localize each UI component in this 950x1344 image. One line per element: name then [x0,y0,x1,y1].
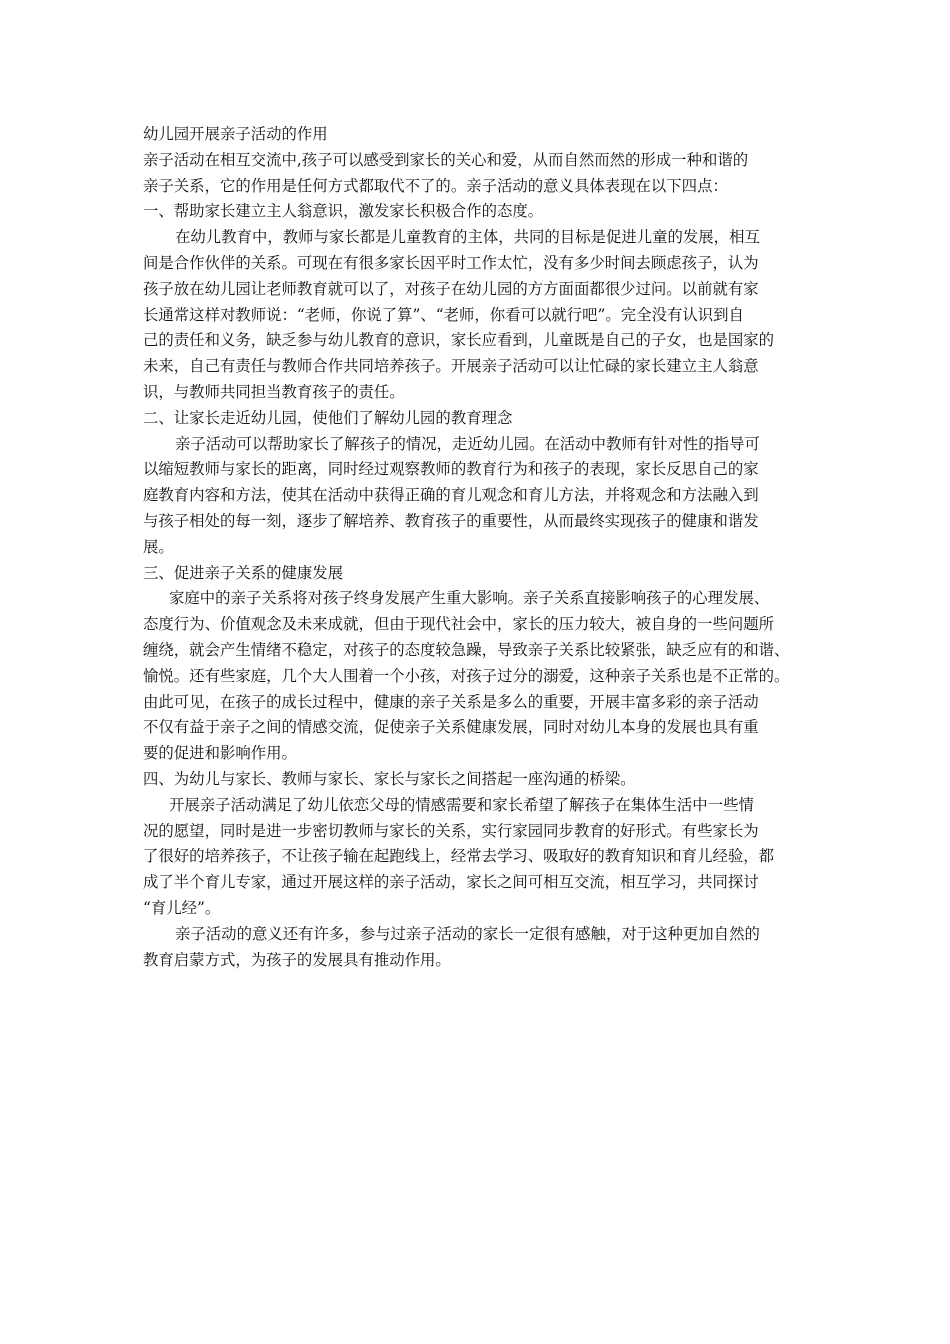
paragraph-line: 成了半个育儿专家，通过开展这样的亲子活动，家长之间可相互交流，相互学习，共同探讨 [143,873,759,892]
paragraph-line: 与孩子相处的每一刻，逐步了解培养、教育孩子的重要性，从而最终实现孩子的健康和谐发 [143,511,759,530]
paragraph-line: 家庭中的亲子关系将对孩子终身发展产生重大影响。亲子关系直接影响孩子的心理发展、 [169,589,770,608]
intro-line: 亲子活动在相互交流中,孩子可以感受到家长的关心和爱，从而自然而然的形成一种和谐的 [143,150,749,169]
paragraph-line: 庭教育内容和方法，使其在活动中获得正确的育儿观念和育儿方法，并将观念和方法融入到 [143,486,759,505]
paragraph-line: 在幼儿教育中，教师与家长都是儿童教育的主体，共同的目标是促进儿童的发展，相互 [175,228,760,247]
section-heading: 二、让家长走近幼儿园，使他们了解幼儿园的教育理念 [143,408,513,427]
paragraph-line: 孩子放在幼儿园让老师教育就可以了，对孩子在幼儿园的方方面面都很少过问。以前就有家 [143,279,759,298]
paragraph-line: “育儿经”。 [143,898,221,917]
paragraph-line: 开展亲子活动满足了幼儿依恋父母的情感需要和家长希望了解孩子在集体生活中一些情 [169,795,754,814]
paragraph-line: 以缩短教师与家长的距离，同时经过观察教师的教育行为和孩子的表现，家长反思自己的家 [143,460,759,479]
paragraph-line: 展。 [143,537,174,556]
paragraph-line: 由此可见，在孩子的成长过程中，健康的亲子关系是多么的重要，开展丰富多彩的亲子活动 [143,692,759,711]
paragraph-line: 缠绕，就会产生情绪不稳定，对孩子的态度较急躁，导致亲子关系比较紧张，缺乏应有的和谐、 [143,640,790,659]
paragraph-line: 长通常这样对教师说：“老师，你说了算”、“老师，你看可以就行吧”。完全没有认识到自 [143,305,744,324]
paragraph-line: 态度行为、价值观念及未来成就，但由于现代社会中，家长的压力较大，被自身的一些问题所 [143,615,775,634]
paragraph-line: 了很好的培养孩子，不让孩子输在起跑线上，经常去学习、吸取好的教育知识和育儿经验，都 [143,847,775,866]
document-body [143,122,811,973]
section-heading: 三、促进亲子关系的健康发展 [143,563,344,582]
conclusion-line: 教育启蒙方式，为孩子的发展具有推动作用。 [143,950,451,969]
section-heading: 一、帮助家长建立主人翁意识，激发家长积极合作的态度。 [143,202,544,221]
paragraph-line: 亲子活动可以帮助家长了解孩子的情况，走近幼儿园。在活动中教师有针对性的指导可 [175,434,760,453]
paragraph-line: 间是合作伙伴的关系。可现在有很多家长因平时工作太忙，没有多少时间去顾虑孩子，认为 [143,253,759,272]
document-title: 幼儿园开展亲子活动的作用 [143,125,328,143]
paragraph-line: 不仅有益于亲子之间的情感交流，促使亲子关系健康发展，同时对幼儿本身的发展也具有重 [143,718,759,737]
paragraph-line: 未来，自己有责任与教师合作共同培养孩子。开展亲子活动可以让忙碌的家长建立主人翁意 [143,357,759,376]
paragraph-line: 愉悦。还有些家庭，几个大人围着一个小孩，对孩子过分的溺爱，这种亲子关系也是不正常的。 [143,666,790,685]
section-heading: 四、为幼儿与家长、教师与家长、家长与家长之间搭起一座沟通的桥梁。 [143,769,636,788]
paragraph-line: 识，与教师共同担当教育孩子的责任。 [143,382,405,401]
intro-line: 亲子关系，它的作用是任何方式都取代不了的。亲子活动的意义具体表现在以下四点： [143,176,728,195]
paragraph-line: 况的愿望，同时是进一步密切教师与家长的关系，实行家园同步教育的好形式。有些家长为 [143,821,759,840]
paragraph-line: 己的责任和义务，缺乏参与幼儿教育的意识，家长应看到，儿童既是自己的子女，也是国家的 [143,331,775,350]
paragraph-line: 要的促进和影响作用。 [143,744,297,763]
conclusion-line: 亲子活动的意义还有许多，参与过亲子活动的家长一定很有感触，对于这种更加自然的 [175,924,760,943]
